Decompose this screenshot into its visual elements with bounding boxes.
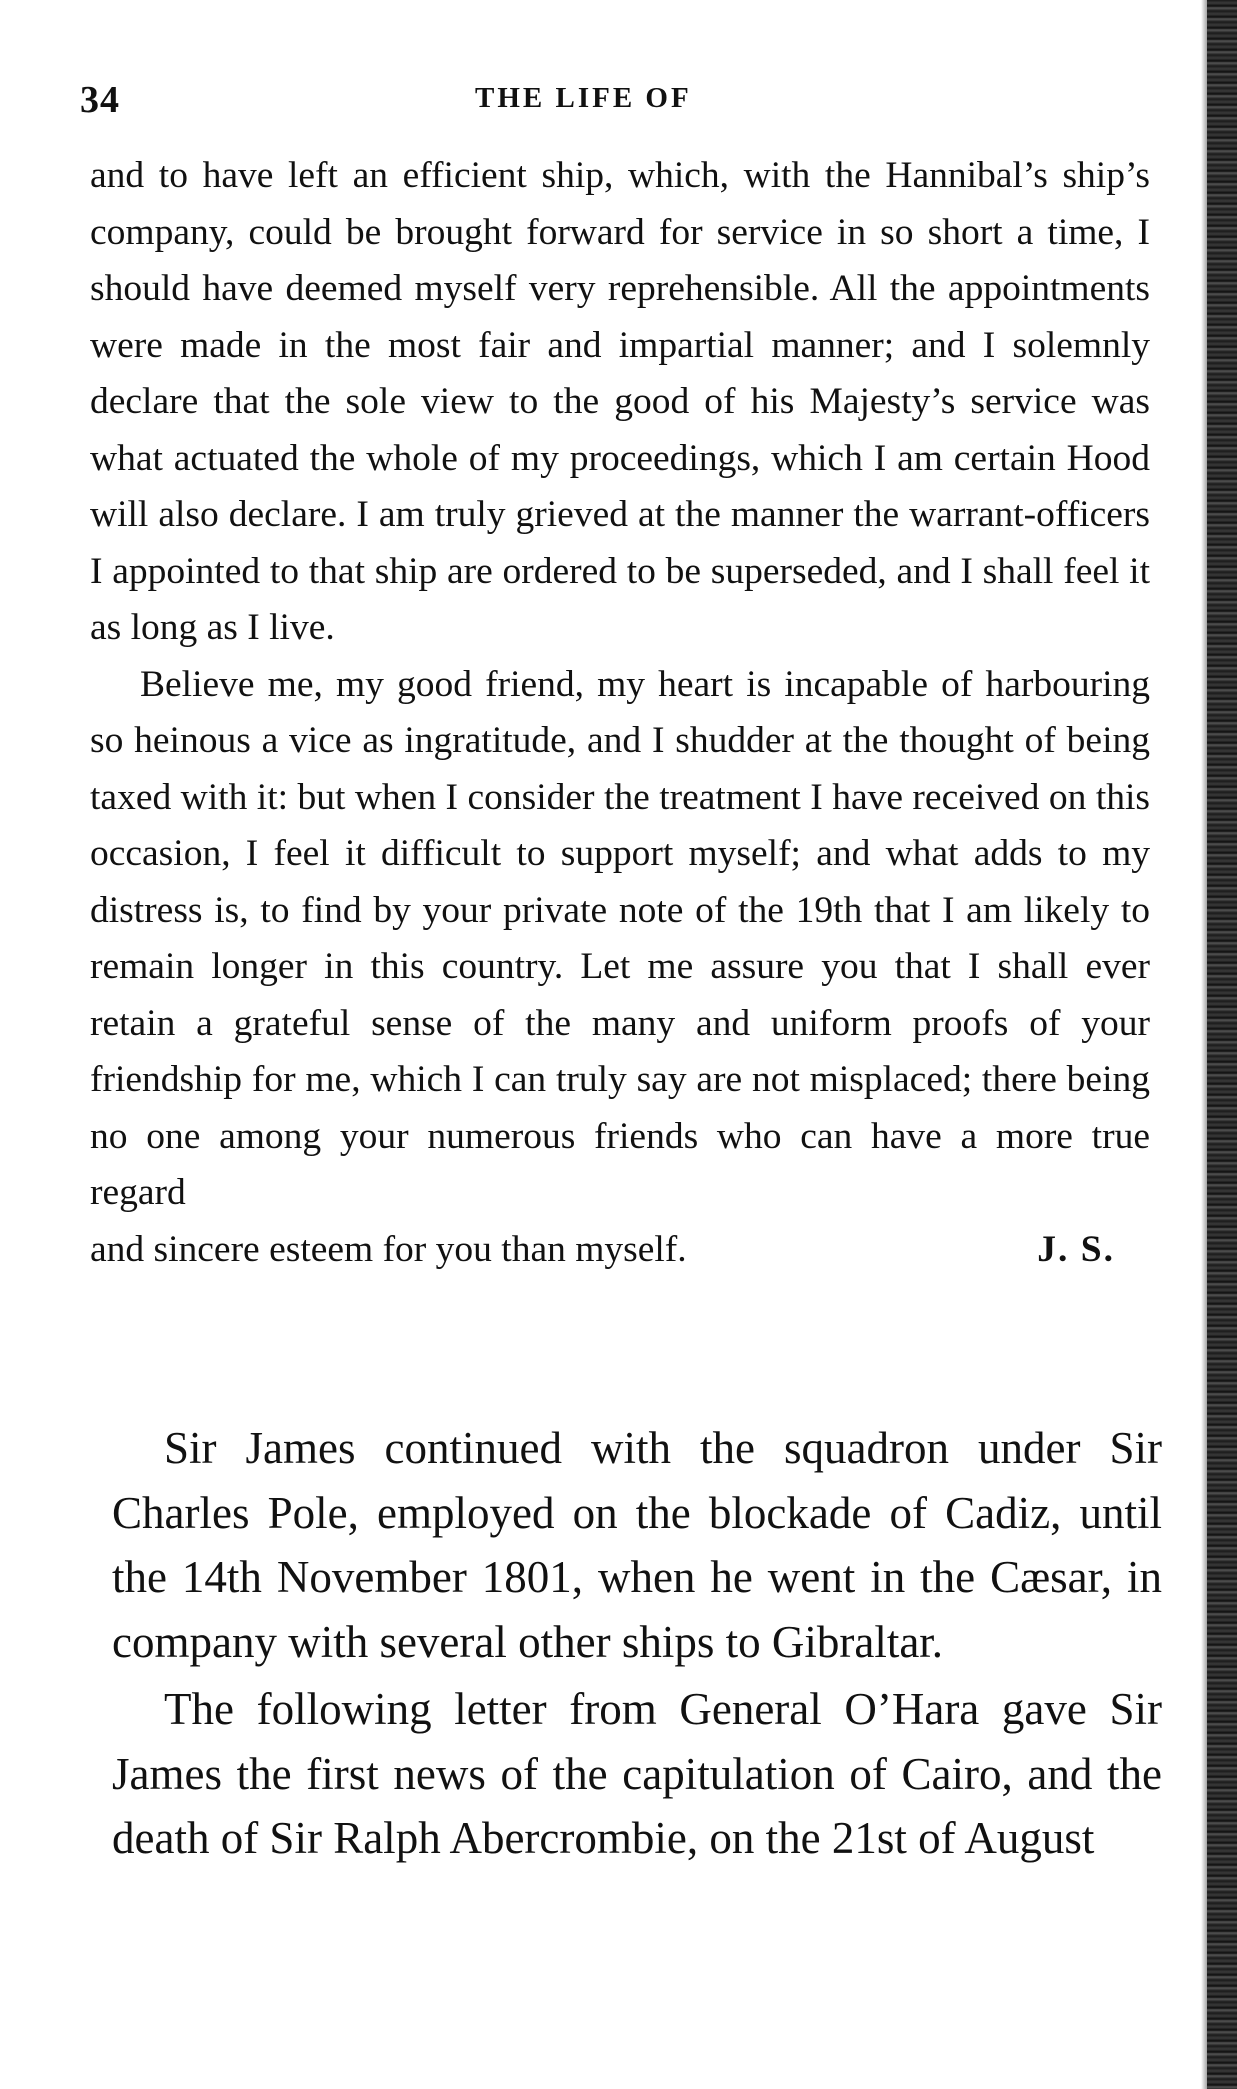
letter-paragraph-2 — [90, 657, 1150, 1222]
running-title: THE LIFE OF — [475, 82, 692, 114]
letter-text — [90, 148, 1150, 1278]
letter-paragraph-1: and to have left an efficient ship, which, with the Hannibal’s ship’s company, could be brought forward for service in so short a time, I should have deemed myself very reprehensible. All the appointments were made in the most fair and impartial manner; and I solemnly declare that the sole view to the good of his Majesty’s service was what actuated the whole of my proceedings, which I am certain Hood will also declare. I am truly grieved at the manner the warrant-officers I appointed to that ship are ordered to be superseded, and I shall feel it as long as I live. — [90, 155, 1150, 648]
narrative-paragraph-2: The following letter from General O’Hara gave Sir James the first news of the capitulation of Cairo, and the death of Sir Ralph Abercrombie, on the 21st of August — [112, 1684, 1162, 1863]
letter-closing — [90, 1222, 1150, 1279]
letter-closing-line: and sincere esteem for you than myself. — [90, 1228, 687, 1270]
letter-paragraph-2-body: Believe me, my good friend, my heart is incapable of harbouring so heinous a vice as ingratitude, and I shudder at the thought of being taxed with it: but when I consider the treatment I have received on this occasion, I feel it difficult to support myself; and what adds to my distress is, to find by your private note of the 19th that I am likely to remain longer in this country. Let me assure you that I shall ever retain a grateful sense of the many and uniform proofs of your friendship for me, which I can truly say are not misplaced; there being no one among your numerous friends who can have a more true regard — [90, 663, 1150, 1213]
page-header — [80, 78, 1140, 128]
book-binding-edge — [1207, 0, 1237, 2089]
page-number: 34 — [80, 79, 120, 121]
letter-signature: J. S. — [1037, 1228, 1115, 1270]
narrative-paragraph-1: Sir James continued with the squadron under Sir Charles Pole, employed on the blockade of Cadiz, until the 14th November 1801, when he went in the Cæsar, in company with several other ships to Gibraltar. — [112, 1423, 1162, 1667]
narrative-text — [112, 1416, 1162, 1871]
